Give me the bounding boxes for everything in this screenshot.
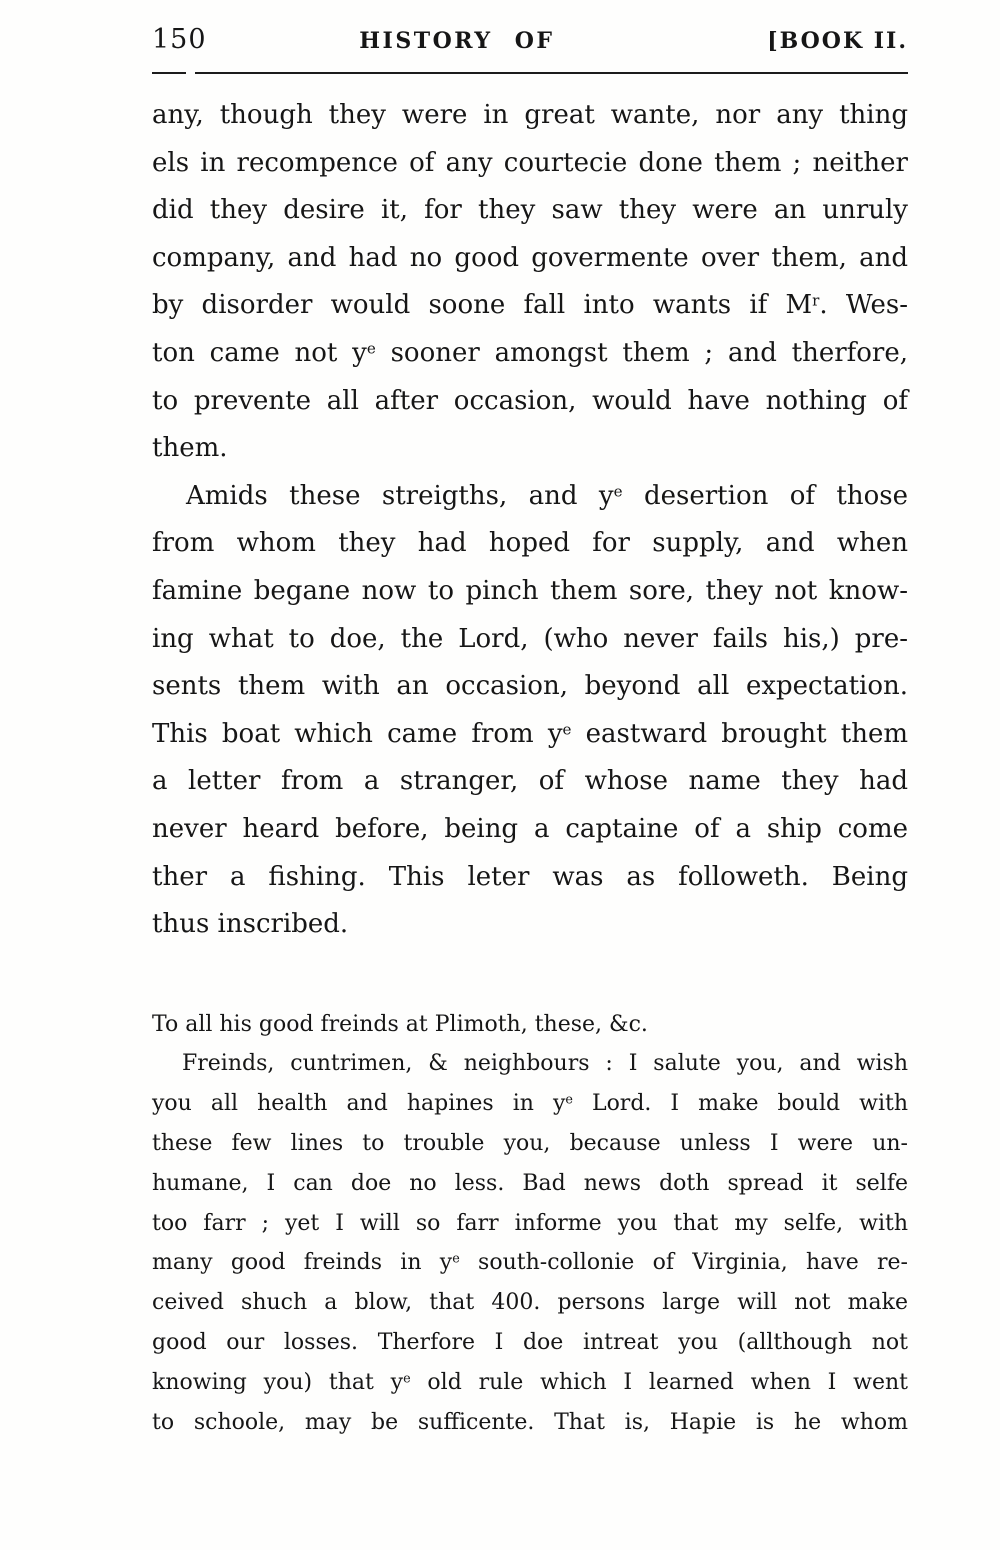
- text-line: too farr ; yet I will so farr informe you that my selfe, with: [152, 1210, 908, 1236]
- superscript: e: [366, 339, 376, 358]
- paragraph-1: [152, 92, 908, 473]
- text-line: to prevente all after occasion, would have nothing of: [152, 385, 908, 416]
- text-line: ther a fishing. This leter was as followeth. Being: [152, 861, 908, 892]
- text-line: famine begane now to pinch them sore, they not know-: [152, 575, 908, 606]
- text-line: you all health and hapines in $y^e$ Lord. I make bould with: [152, 1091, 908, 1117]
- superscript: e: [613, 482, 623, 501]
- letter-block: [152, 1005, 908, 1443]
- text-line: any, though they were in great wante, nor any thing: [152, 100, 908, 130]
- text-line: This boat which came from $y^e$ eastward brought them: [152, 718, 908, 749]
- letter-salutation: To all his good freinds at Plimoth, these, &c.: [152, 1011, 648, 1037]
- superscript: e: [562, 720, 572, 739]
- text-line: ing what to doe, the Lord, (who never fails his,) pre-: [152, 623, 908, 654]
- text-line: good our losses. Therfore I doe intreat you (allthough not: [152, 1330, 908, 1356]
- book-label: [BOOK II.: [767, 28, 908, 54]
- text-line: thus inscribed.: [152, 909, 349, 940]
- superscript: r: [812, 291, 820, 310]
- text-line: by disorder would soone fall into wants if $M^r$. Wes-: [152, 290, 908, 321]
- rule-segment: [195, 72, 908, 74]
- text-line: to schoole, may be sufficente. That is, Hapie is he whom: [152, 1409, 908, 1435]
- text-line: Freinds, cuntrimen, & neighbours : I salute you, and wish: [182, 1051, 908, 1077]
- superscript: e: [403, 1371, 411, 1387]
- text-line: els in recompence of any courtecie done them ; neither: [152, 147, 908, 178]
- text-line: sents them with an occasion, beyond all expectation.: [152, 671, 908, 702]
- text-line: these few lines to trouble you, because unless I were un-: [152, 1131, 908, 1157]
- text-line: Amids these streigths, and $y^e$ desertion of those: [186, 480, 909, 511]
- page-number: 150: [152, 24, 207, 55]
- running-title: HISTORY OF: [359, 28, 555, 54]
- text-line: did they desire it, for they saw they were an unruly: [152, 195, 908, 226]
- text-line: many good freinds in $y^e$ south-collonie of Virginia, have re-: [152, 1250, 908, 1276]
- text-line: company, and had no good govermente over them, and: [152, 242, 908, 273]
- text-line: ceived shuch a blow, that 400. persons large will not make: [152, 1290, 908, 1316]
- main-text: [152, 92, 908, 949]
- text-line: from whom they had hoped for supply, and when: [152, 528, 908, 559]
- superscript: e: [565, 1092, 573, 1108]
- text-line: knowing you) that $y^e$ old rule which I learned when I went: [152, 1369, 909, 1395]
- header-rule: [152, 71, 908, 74]
- letter-body: [152, 1044, 908, 1442]
- paragraph-2: [152, 473, 908, 949]
- page-content: [152, 24, 908, 1442]
- superscript: e: [452, 1252, 460, 1268]
- rule-segment: [152, 72, 186, 74]
- text-line: never heard before, being a captaine of a ship come: [152, 813, 908, 844]
- page-header: [152, 24, 908, 58]
- text-line: ton came not $y^e$ sooner amongst them ; and therfore,: [152, 337, 908, 368]
- text-line: humane, I can doe no less. Bad news doth spread it selfe: [152, 1170, 908, 1196]
- text-line: a letter from a stranger, of whose name they had: [152, 766, 908, 797]
- text-line: them.: [152, 433, 228, 464]
